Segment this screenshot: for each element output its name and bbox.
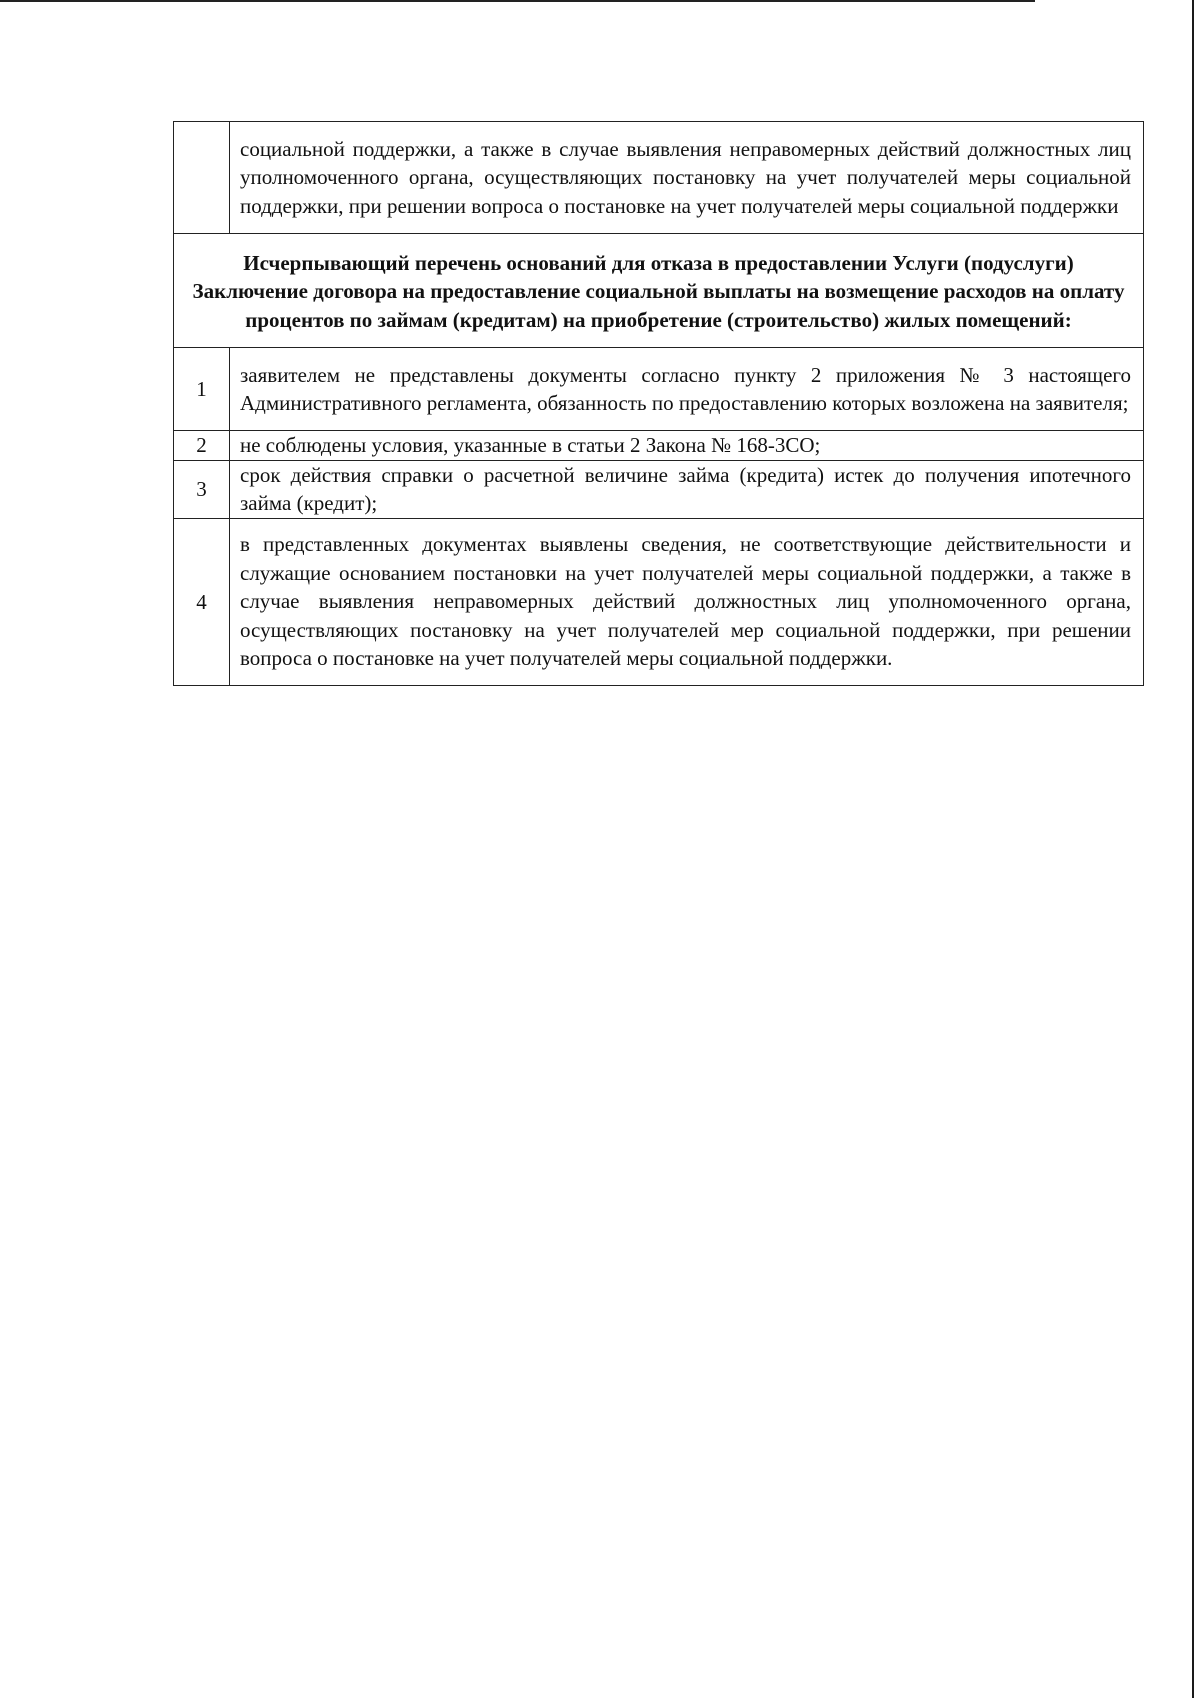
row-number: 1 [174, 348, 230, 431]
row-text: срок действия справки о расчетной величине займа (кредита) истек до получения ипотечного займа (кредит); [230, 460, 1144, 518]
row-number: 3 [174, 460, 230, 518]
table-row [174, 460, 1144, 518]
row-number-continuation [174, 122, 230, 234]
row-text: не соблюдены условия, указанные в статьи 2 Закона № 168-3СО; [230, 431, 1144, 461]
row-text: заявителем не представлены документы согласно пункту 2 приложения № 3 настоящего Административного регламента, обязанность по предоставлению которых возложена на заявителя; [230, 348, 1144, 431]
row-text: в представленных документах выявлены сведения, не соответствующие действительности и служащие основанием постановки на учет получателей меры социальной поддержки, а также в случае выявления неправомерных действий должностных лиц уполномоченного органа, осуществляющих постановку на учет получателей мер социальной поддержки, при решении вопроса о постановке на учет получателей меры социальной поддержки. [230, 518, 1144, 685]
table-row [174, 348, 1144, 431]
table-row [174, 518, 1144, 685]
row-number: 2 [174, 431, 230, 461]
scan-top-edge-line [0, 0, 1035, 2]
table-section-header-row [174, 234, 1144, 348]
row-number: 4 [174, 518, 230, 685]
row-text-continuation: социальной поддержки, а также в случае выявления неправомерных действий должностных лиц уполномоченного органа, осуществляющих постановку на учет получателей меры социальной поддержки, при решении вопроса о постановке на учет получателей меры социальной поддержки [230, 122, 1144, 234]
refusal-grounds-table [173, 121, 1144, 686]
scan-right-edge-line [1192, 0, 1194, 1698]
table-row-continuation [174, 122, 1144, 234]
table-row [174, 431, 1144, 461]
section-header: Исчерпывающий перечень оснований для отказа в предоставлении Услуги (подуслуги) Заключение договора на предоставление социальной выплаты на возмещение расходов на оплату процентов по займам (кредитам) на приобретение (строительство) жилых помещений: [174, 234, 1144, 348]
